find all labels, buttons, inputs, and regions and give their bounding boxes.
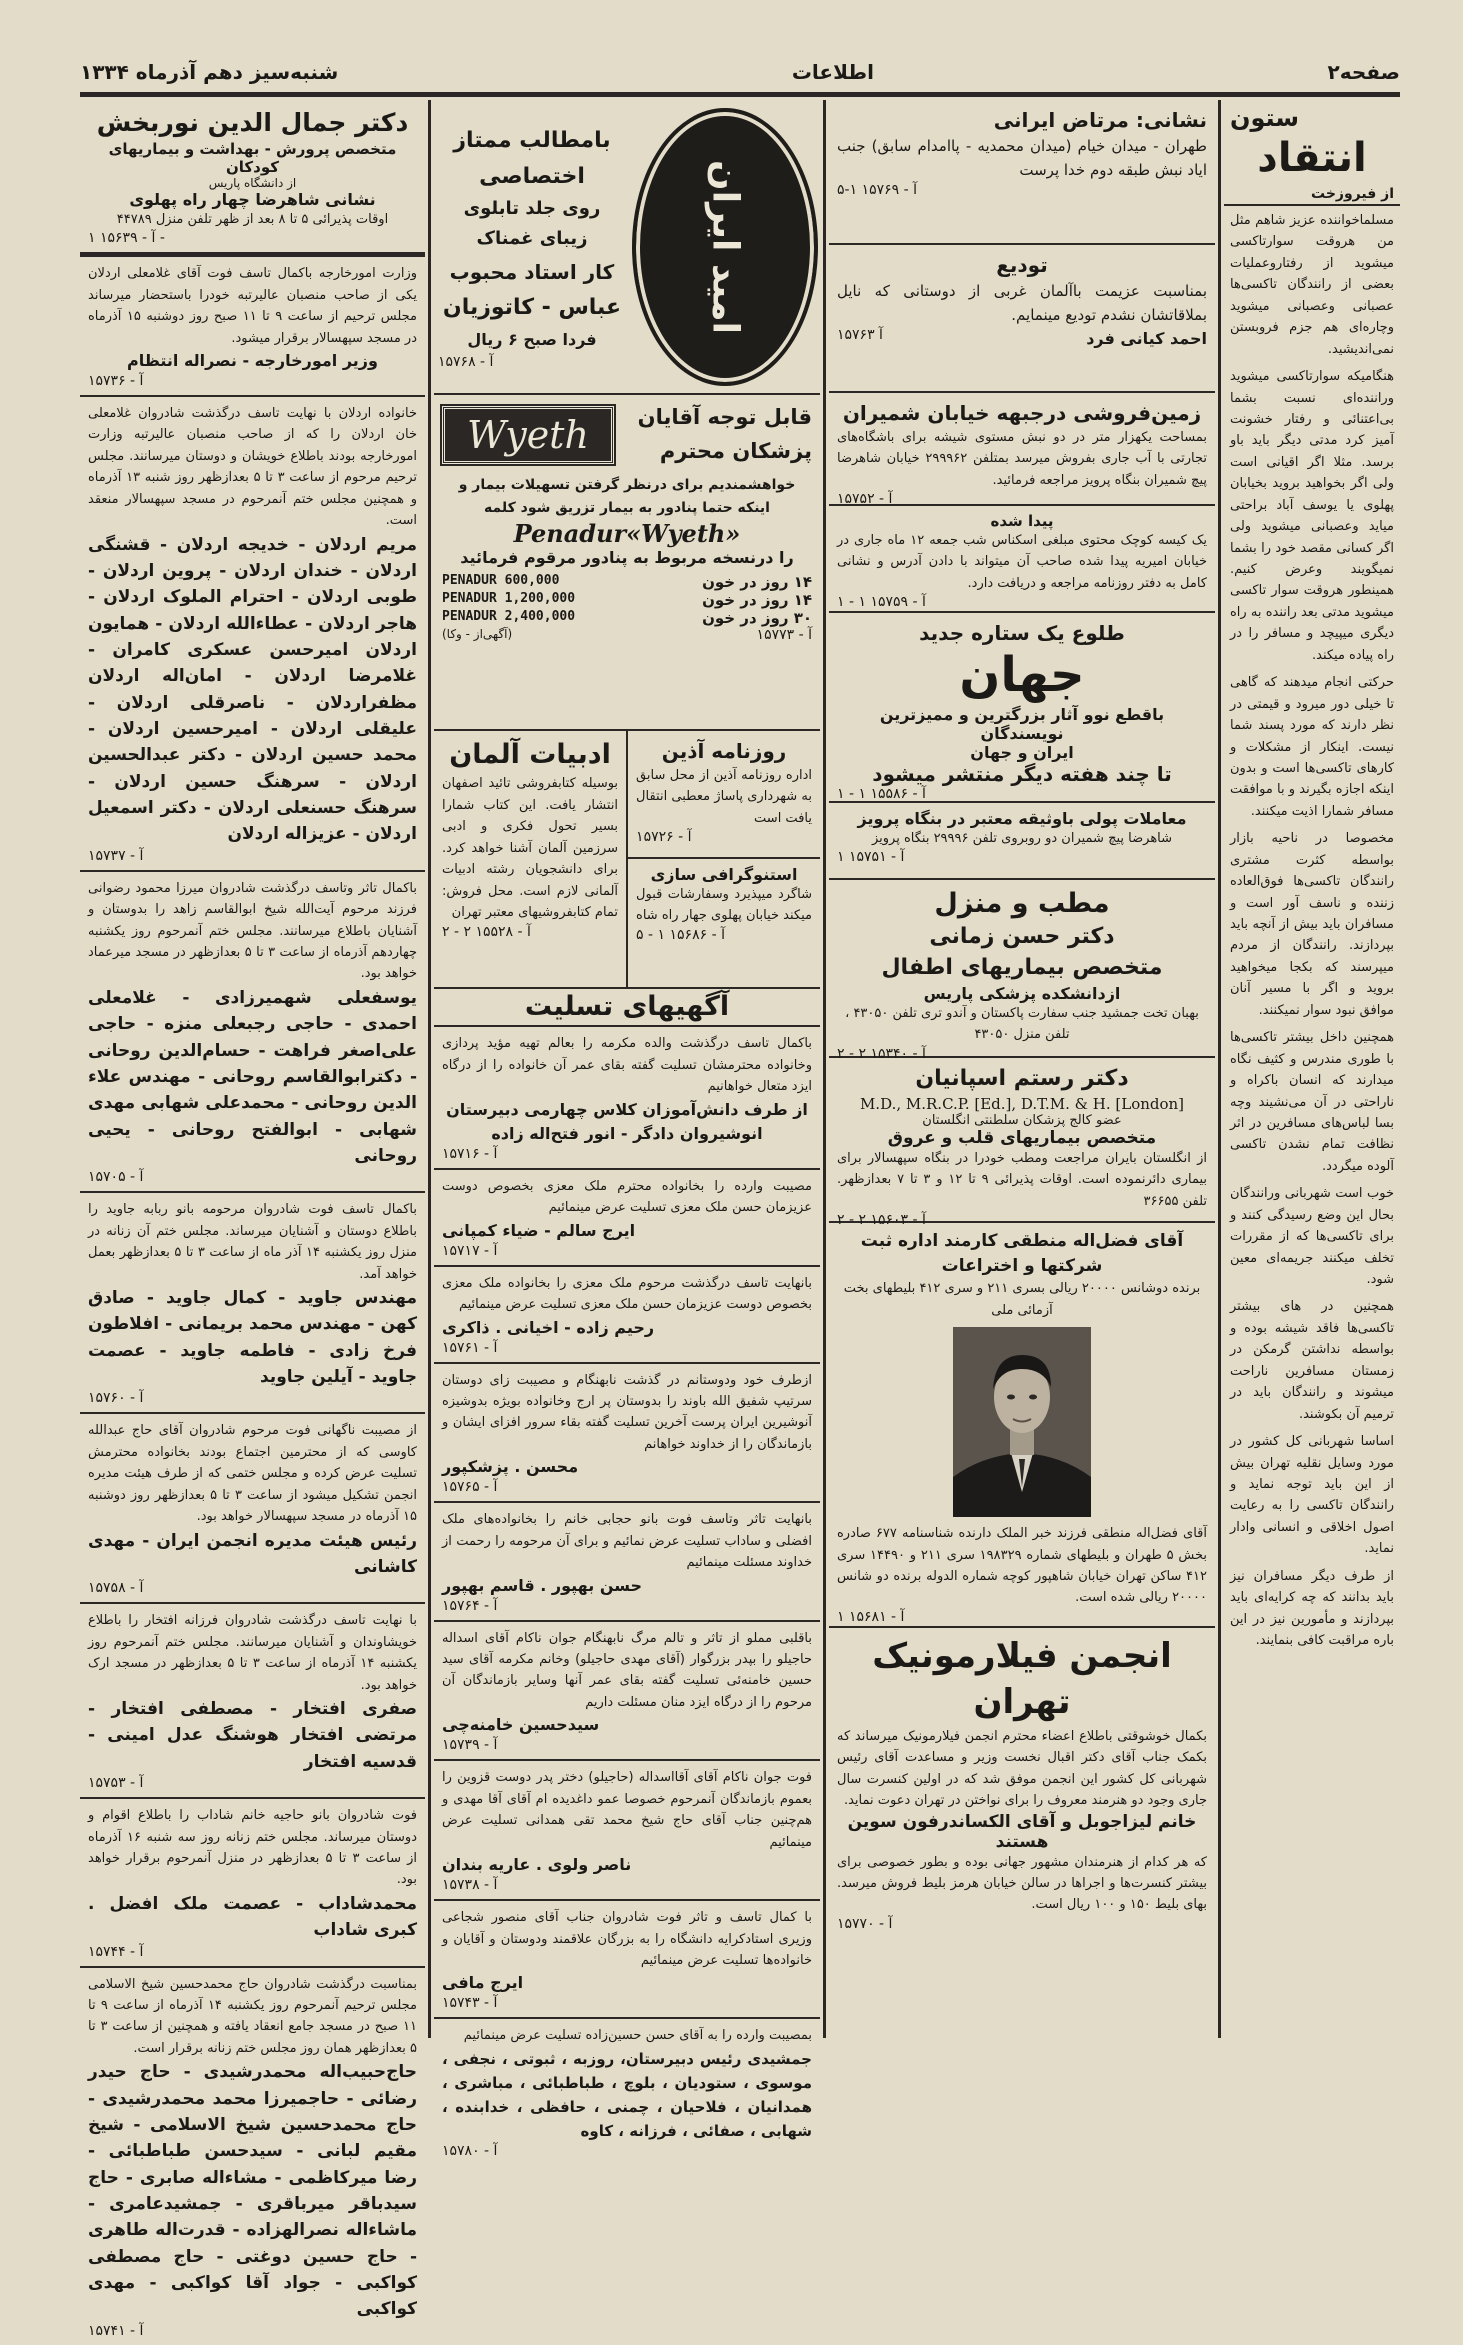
ad-code: آ - ۱۵۷۷۰	[837, 1915, 893, 1932]
critique-paragraph: مخصوصا در ناحیه بازار بواسطه کثرت مشتری رانندگان تاکسی‌ها فوق‌العاده زننده و ناسف آور است و مسافران باید بیش از آنچه باید بپردازند. رانندگان از مردم میپرسند که بکجا میخواهید بروید و اگر با مسیر آنان موافق نبود سوار نمیکنند.	[1230, 831, 1394, 1018]
notice-body: از مصیبت ناگهانی فوت مرحوم شادروان آقای حاج عبدالله کاوسی که از محترمین اجتماع بودند بخانواده محترمش تسلیت عرض کرده و مجلس ختمی که از طرف هیئت مدیره انجمن تشکیل میشود از ساعت ۳ تا ۵ بعدازظهر روز دوشنبه ۱۵ آذرماه در مسجد سپهسالار خواهد بود.	[88, 1423, 418, 1525]
page-number: صفحه۲	[1327, 60, 1400, 84]
notice-names: یوسفعلی شهمیرزادی - غلامعلی احمدی - حاجی رجبعلی منزه - حاجی علی‌اصغر فراهت - حسام‌الدین روحانی - دکترابوالقاسم روحانی - مهندس علاء الدین روحانی - محمدعلی شهابی مهدی شهابی - ابوالفتح روحانی - یحیی روحانی	[88, 987, 417, 1166]
ad-code: آ - ۱۵۷۵۸	[88, 1580, 144, 1597]
death-notice	[80, 872, 425, 1194]
ad-code: آ - ۱۵۶۸۶ ۱ - ۵	[636, 926, 725, 943]
paper-name: اطلاعات	[791, 60, 874, 84]
star-title: طلوع یک ستاره جدید	[919, 621, 1125, 645]
farewell-ad	[829, 245, 1215, 393]
cardiologist-title: دکتر رستم اسپانیان	[915, 1066, 1129, 1091]
german-literature-ad	[434, 731, 626, 987]
notice-names: مهندس جاوید - کمال جاوید - صادق کهن - مهندس محمد بریمانی - افلاطون فرخ زادی - فاطمه جاوید - عصمت جاوید - آیلین جاوید	[88, 1288, 417, 1388]
condolence-notice	[434, 1503, 820, 1621]
cardiologist-degrees: M.D., M.R.C.P. [Ed.], D.T.M. & H. [London]	[859, 1094, 1185, 1113]
notice-names: حاج‌حبیب‌اله محمدرشیدی - حاج حیدر رضائی - حاجمیرزا محمد محمدرشیدی - حاج محمدحسین شیخ الاسلامی - شیخ مقیم لبانی - سیدحسن طباطبائی - رضا میرکاظمی - مشاءاله صابری - حاج سیدباقر میرباقری - جمشیدعامری - ماشاءاله نصرالهزاده - قدرت‌اله طاهری - حاج حسین دوغتی - حاج مصطفی کواکبی - جواد آقا کواکبی - مهدی کواکبی	[88, 2062, 417, 2320]
condolence-notice	[434, 1027, 820, 1169]
lottery-winner-ad	[829, 1223, 1215, 1628]
ad-code: آ - ۱۵۷۳۶	[88, 372, 144, 389]
condolence-notice	[434, 1901, 820, 2019]
notice-names: ایرج مافی	[442, 1973, 524, 1993]
clinic-specialty: متخصص بیماریهای اطفال	[881, 955, 1163, 981]
carpet-ad	[829, 100, 1215, 245]
ad-code: آ - ۱۵۷۶۴	[442, 1597, 498, 1614]
masthead-rule	[80, 92, 1400, 97]
stenography-body: شاگرد میپذیرد وسفارشات قبول میکند خیابان پهلوی جهار راه شاه	[636, 887, 812, 924]
critique-paragraph: همچنین داخل بیشتر تاکسی‌ها با طوری مندرس و کثیف نگاه میدارند که انسان باکراه و ناراحتی در آن می‌نشیند وچه بسا لباس‌های مسافرین در اثر نظافت تمام نشدن تاکسی آلوده میگردد.	[1230, 1030, 1394, 1174]
notice-names: سیدحسین خامنه‌چی	[442, 1715, 600, 1735]
lottery-title: آقای فضل‌اله منطقی کارمند اداره ثبت شرکتها و اختراعات	[860, 1231, 1184, 1276]
critique-paragraph: اساسا شهربانی کل کشور در مورد وسایل نقلیه تهران بیش از این باید توجه نماید و رانندگان تاکسی را به رعایت اصول اخلاقی و انسانی وادار نماید.	[1230, 1434, 1394, 1557]
dose-duration: ۳۰ روز در خون	[702, 608, 812, 627]
column-rule	[1218, 100, 1221, 2038]
condolence-notice	[434, 1622, 820, 1762]
notice-body: باکمال تاثر وتاسف درگذشت شادروان میرزا محمود رضوانی فرزند مرحوم آیت‌الله شیخ ابوالقاسم زاهد را بدوستان و آشنایان باطلاع میرسانند. مجلس ختم آنمرحوم روز یکشنبه چهاردهم آذرماه از ساعت ۳ تا ۵ بعدازظهر در مسجد میرعماد خواهد بود.	[88, 880, 417, 982]
star-name: جهان	[959, 647, 1085, 703]
ad-code: آ - ۱۵۷۵۱ ۱	[837, 849, 905, 866]
notice-body: با کمال تاسف و تاثر فوت شادروان جناب آقای منصور شجاعی وزیری استادکرایه دانشگاه را به بزرگان علاقمند ودوستان و آقایان و خانواده‌ها تسلیت عرض مینمائیم	[442, 1910, 812, 1968]
column-3	[434, 100, 820, 2159]
ad-code: آ - ۱۵۷۵۹ ۱ - ۱	[837, 594, 926, 611]
magazine-text	[434, 119, 630, 373]
column-4	[80, 100, 425, 2339]
lottery-body: برنده دوشانس ۲۰۰۰۰ ریالی بسری ۲۱۱ و سری ۴۱۲ بلیطهای بخت آزمائی ملی	[843, 1281, 1201, 1318]
dose-duration: ۱۴ روز در خون	[702, 590, 812, 609]
magazine-line: روی جلد تابلوی زیبای غمناک	[463, 197, 601, 250]
notice-names: ناصر ولوی . عاریه بندان	[442, 1855, 632, 1875]
dose-row	[442, 591, 812, 609]
critique-paragraph: حرکتی انجام میدهند که گاهی تا خیلی دور میرود و قیمتی در نظر دارند که مورد پسند شما نیست. اینکار از مشکلات و کارهای تاکسی‌ها است و بدون اینکه اجازه بگیرند و با موافقت مسافر شمارا اذیت میکنند.	[1230, 675, 1394, 819]
death-notice	[80, 1193, 425, 1414]
ad-code: آ - ۱۵۷۴۴	[88, 1943, 144, 1960]
notice-body: فوت شادروان بانو حاجیه خانم شاداب را باطلاع اقوام و دوستان میرساند. مجلس ختم زنانه روز سه شنبه ۱۶ آذرماه از ساعت ۳ تا ۵ بعدازظهر در منزل آنمرحوم برقرار خواهد بود.	[88, 1808, 418, 1888]
notice-body: فوت جوان ناکام آقای آقااسداله (حاجیلو) دختر پدر دوست قزوین را بعموم بازماندگان آنمرحوم خصوصا عمو داغدیده ام آقای آقا مهدی و هم‌چنین جناب آقای حاج شیخ محمد تقی همدانی تسلیت عرض مینمائیم	[442, 1770, 812, 1850]
notice-names: رئیس هیئت مدیره انجمن ایران - مهدی کاشانی	[88, 1530, 417, 1577]
death-notice	[80, 1968, 425, 2345]
ad-code: آ - ۱۵۷۵۲	[837, 491, 893, 508]
clinic-title: مطب و منزل	[934, 888, 1110, 919]
ad-code: آ - ۱۵۷۶۰	[88, 1390, 144, 1407]
condolence-notice	[434, 1761, 820, 1901]
found-ad	[829, 506, 1215, 613]
ad-code: آ - ۱۵۷۶۵	[442, 1479, 498, 1496]
azin-ad	[628, 731, 820, 859]
critique-paragraph: همچنین در های بیشتر تاکسی‌ها فاقد شیشه بوده و بواسطه نداشتن گرمکن در زمستان مسافرین ناراحت میشوند و رانندگان باید در ترمیم آن بکوشند.	[1230, 1299, 1394, 1422]
star-line: ایران و جهان	[970, 742, 1074, 762]
cardiologist-member: عضو کالج پزشکان سلطنتی انگلستان	[922, 1112, 1122, 1128]
masthead	[80, 52, 1400, 92]
cardiologist-body: از انگلستان بایران مراجعت ومطب خودرا در بنگاه سپهسالار برای بیماری دائرنموده است. اوقات پذیرائی ۹ تا ۱۲ و ۳ تا ۷ بعدازظهر. تلفن ۳۶۶۵۵	[837, 1150, 1208, 1209]
ad-code: آ - ۱۵۷۲۶	[636, 829, 692, 846]
ad-code: آ - ۱۵۶۳۹ ۱ -	[88, 230, 165, 247]
lottery-caption: آقای فضل‌اله منطقی فرزند خبر الملک دارنده شناسنامه ۶۷۷ صادره بخش ۵ طهران و بلیطهای شماره ۱۹۸۳۲۹ سری ۲۱۱ و ۱۴۴۹۰ سری ۴۱۲ ساکن تهران خیابان شاهپور کوچه شماره الدوله برنده دو شانس ۲۰۰۰۰ ریالی شده است.	[837, 1526, 1207, 1606]
clinic-doctor: دکتر حسن زمانی	[929, 924, 1115, 950]
land-sale-ad	[829, 393, 1215, 506]
stenography-ad	[628, 859, 820, 949]
ad-code: آ ۱۵۷۶۳	[837, 327, 883, 343]
dose-product: PENADUR 2,400,000	[442, 608, 576, 624]
notice-names: ایرج سالم - ضیاء کمپانی	[442, 1220, 636, 1240]
ad-code: آ - ۱۵۵۲۸ ۲ - ۲	[442, 923, 531, 940]
ad-code: آ - ۱۵۳۴۰ ۲ - ۲	[837, 1045, 926, 1062]
death-notice	[80, 1604, 425, 1799]
death-notice	[80, 257, 425, 397]
ad-code: آ - ۱۵۷۳۹	[442, 1737, 498, 1754]
notice-names: محمدشاداب - عصمت ملک افضل . کبری شاداب	[88, 1893, 417, 1941]
philharmonic-title: انجمن فیلارمونیک تهران	[872, 1636, 1172, 1722]
philharmonic-body: که هر کدام از هنرمندان مشهور جهانی بوده و بطور خصوصی برای بیشتر کنسرت‌ها و اجراها در سالن خیابان هرمز بلیط فروش میرسد. بهای بلیط ۱۵۰ و ۱۰۰ ریال است.	[837, 1854, 1207, 1913]
carpet-body: طهران - میدان خیام (میدان محمدیه - پاامدام سابق) جنب ایاد نبش طبقه دوم خدا پرست	[837, 137, 1207, 179]
farewell-title: تودیع	[996, 253, 1048, 277]
ad-code: آ - ۱۵۷۰۵	[88, 1169, 144, 1186]
magazine-line: کار استاد محبوب	[449, 259, 615, 284]
portrait-photo	[953, 1327, 1091, 1517]
ad-code: آ - ۱۵۷۱۷	[442, 1242, 498, 1259]
dose-duration: ۱۴ روز در خون	[702, 572, 812, 591]
star-line: باقطع نوو آثار بزرگترین و ممیزترین نویسندگان	[879, 704, 1165, 743]
magazine-line: فردا صبح ۶ ریال	[467, 330, 597, 350]
ad-code: آ - ۱۵۷۴۱	[88, 2322, 144, 2339]
wyeth-body: خواهشمندیم برای درنظر گرفتن تسهیلات بیمار و اینکه حتما پنادور به بیمار تزریق شود کلمه	[458, 477, 796, 516]
critique-paragraph: هنگامیکه سوارتاکسی میشوید وراننده‌ای نسبت بشما بی‌اعتنائی و رفتار خشونت آمیز کرد مدتی دیگر باید باو برسد. مثلا اگر اقیانی است ولی اگر بخواهید بروید بخیابان پهلوی یا یوسف آباد براحتی میاید وعصبانی میشوید ولی اگر کسانی مقصد خود را بشما نمیگویند وعرض کنیم. همینطور هروقت سوار تاکسی میشوید مدتی بعد راننده به راه دیگری میپیچد و مسافر را در راه پیاده میکند.	[1230, 369, 1394, 663]
death-notice	[80, 397, 425, 872]
clinic-body: بهبان تخت جمشید جنب سفارت پاکستان و آندو تری تلفن ۴۳۰۵۰ ، تلفن منزل ۴۳۰۵۰	[845, 1006, 1199, 1043]
notice-names: صفری افتخار - مصطفی افتخار - مرتضی افتخار هوشنگ عدل امینی - قدسیه افتخار	[88, 1699, 417, 1772]
omid-iran-ad	[434, 100, 820, 395]
pediatrician-ad	[80, 100, 425, 257]
german-title: ادبیات آلمان	[449, 739, 611, 770]
notice-names: از طرف دانش‌آموزان کلاس چهارمی دبیرستان انوشیروان دادگر - انور فتح‌اله زاده	[446, 1099, 808, 1143]
notice-body: با نهایت تاسف درگذشت شادروان فرزانه افتخار را باطلاع خویشاوندان و آشنایان میرسانند. مجلس ختم آنمرحوم روز یکشنبه ۱۴ آذرماه از ساعت ۳ تا ۵ بعدازظهر در مسجد ارک خواهد بود.	[88, 1613, 418, 1693]
found-body: یک کیسه کوچک محتوی مبلغی اسکناس شب جمعه ۱۲ ماه جاری در خیابان امیریه پیدا شده صاحب آن میتواند با دادن آدرس و نشانی کامل به دفتر روزنامه مراجعه و دریافت دارد.	[837, 533, 1207, 591]
column-rule	[823, 100, 826, 2038]
death-notice	[80, 1414, 425, 1604]
ad-code: آ - ۱۵۷۴۳	[442, 1995, 498, 2012]
ads-row	[434, 731, 820, 989]
ad-code: آ - ۱۵۷۸۰	[442, 2142, 498, 2159]
loans-title: معاملات پولی باوثیقه معتبر در بنگاه پرویز	[857, 809, 1187, 828]
farewell-body: بمناسبت عزیمت باآلمان غربی از دوستانی که نایل بملاقاتشان نشدم تودیع مینمایم.	[837, 282, 1207, 324]
issue-date: شنبه‌سیز دهم آذرماه ۱۳۳۴	[80, 60, 339, 84]
star-line: تا چند هفته دیگر منتشر میشود	[872, 761, 1172, 786]
condolences-section	[434, 989, 820, 2165]
loans-body: شاهرضا پیچ شمیران دو روبروی تلفن ۲۹۹۹۶ بنگاه پرویز	[871, 831, 1173, 846]
found-title: پیدا شده	[990, 512, 1054, 530]
ad-code: آ - ۱۵۷۳۸	[442, 1877, 498, 1894]
dose-row	[442, 573, 812, 591]
loans-ad	[829, 803, 1215, 880]
logo-text: امید ایران	[704, 159, 746, 334]
wyeth-ad	[434, 395, 820, 731]
cardiologist-specialty: متخصص بیماریهای قلب و عروق	[887, 1127, 1157, 1148]
wyeth-product: Penadur«Wyeth»	[513, 518, 741, 548]
condolence-notice	[434, 1170, 820, 1267]
critique-paragraph: خوب است شهربانی ورانندگان بحال این وضع رسیدگی کنند و برای تاکسی‌ها که از مقررات تخلف میکنند جریمه‌ای معین شود.	[1230, 1186, 1394, 1287]
notice-body: بانهایت تاسف درگذشت مرحوم ملک معزی را بخانواده ملک معزی بخصوص دوست عزیزمان حسن ملک معزی تسلیت عرض مینمائیم	[442, 1275, 812, 1313]
notice-body: باقلبی مملو از تاثر و تالم مرگ نابهنگام جوان ناکام آقای اسداله حاجیلو را بپدر بزرگوار (آقای مهدی حاجیلو) وخانم مکرمه آقای سید حسین خامنه‌ئی تسلیت گفته بقای عمر آنها وسایر بازماندگان آن مرحوم را از درگاه ایزد منان مسئلت داریم	[442, 1630, 812, 1710]
pediatrician-title: دکتر جمال الدین نوربخش	[96, 108, 409, 137]
ad-code: آ - ۱۵۷۷۳	[756, 626, 812, 643]
ad-code: آ - ۱۵۷۶۸	[438, 353, 494, 370]
condolence-notice	[434, 1364, 820, 1504]
philharmonic-ad	[829, 1628, 1215, 1938]
condolence-notice	[434, 1267, 820, 1364]
notice-names: مریم اردلان - خدیجه اردلان - قشنگی اردلان - خندان اردلان - پروین اردلان - طوبی اردلان - احترام الملوک اردلان - هاجر اردلان - عطاءالله اردلان - همایون اردلان امیرحسن عسکری کامران - غلامرضا اردلان - امان‌اله اردلان مظفراردلان - ناصرقلی اردلان - علیقلی اردلان - امیرحسین اردلان - محمد حسین اردلان - دکتر عبدالحسین اردلان - سرهنگ حسین اردلان - سرهنگ حسنعلی اردلان - دکتر اسمعیل اردلان - عزیزاله اردلان	[88, 534, 417, 845]
ad-code: آ - ۱۵۷۵۳	[88, 1775, 144, 1792]
azin-body: اداره روزنامه آذین از محل سابق به شهرداری پاساژ معطبی انتقال یافت است	[636, 768, 812, 826]
pediatrician-specialty: متخصص پرورش - بهداشت و بیماریهای کودکان	[108, 139, 397, 176]
notice-body: خانواده اردلان با نهایت تاسف درگذشت شادروان غلامعلی خان اردلان را که از صاحب منصبان عالیرتبه وزارت امورخارجه بودند باطلاع خویشان و دوستان میرسانند. مجلس ترحیم مرحوم از ساعت ۳ تا ۵ بعدازظهر روز شنبه ۱۳ آذرماه و همچنین مجلس ختم آنمرحوم در مسجد سپهسالار منعقد است.	[88, 405, 418, 529]
notice-body: ازطرف خود ودوستانم در گذشت نابهنگام و مصیبت زای دوستان سرتیپ شفیق الله باوند را بدوستان پر ارج وخانواده بویژه بدوشیزه آنوشیرین ایران پرست آخرین تسلیت گفته بقاء سرور افزای ایشان و بازماندگان را از خداوند خواهانم	[442, 1372, 812, 1452]
stenography-title: استنوگرافی سازی	[650, 865, 798, 884]
critique-column	[1224, 100, 1400, 2038]
magazine-title: بامطالب ممتاز اختصاصی	[453, 128, 611, 189]
critique-paragraph: مسلماخواننده عزیز شاهم مثل من هروقت سوارتاکسی میشوید از رفتاروعملیات بعضی از رانندگان تاکسی‌ها عصبانی وعصبانی میشوید وچاره‌ای هم جزم فروبستن نمی‌اندیشید.	[1230, 213, 1394, 357]
notice-body: باکمال تاسف درگذشت والده مکرمه را بعالم تهیه مؤید پردازی وخانواده محترمشان تسلیت گفته بقای عمر آن خانواده را از درگاه ایزد متعال خواهانیم	[442, 1036, 812, 1095]
ad-code: آ - ۱۵۷۳۷	[88, 847, 144, 864]
magazine-line: عباس - کاتوزیان	[442, 294, 622, 320]
land-title: زمین‌فروشی درجبهه خیابان شمیران	[842, 401, 1202, 425]
ad-code: آ - ۱۵۵۸۶ ۱ - ۱	[837, 785, 926, 802]
notice-body: مصیبت وارده را بخانواده محترم ملک معزی بخصوص دوست عزیزمان حسن ملک معزی تسلیت عرض مینمائیم	[442, 1178, 812, 1216]
philharmonic-artists: خانم لیزاجوبل و آقای الکساندرفون سوین هستند	[847, 1811, 1197, 1852]
notice-names: حسن بهپور . قاسم بهپور	[442, 1575, 643, 1595]
azin-title: روزنامه آذین	[661, 739, 787, 763]
column-2	[829, 100, 1215, 2038]
wyeth-agent: (آگهی‌از - وکا)	[442, 626, 513, 641]
notice-body: بمناسبت درگذشت شادروان حاج محمدحسین شیخ الاسلامی مجلس ترحیم آنمرحوم روز یکشنبه ۱۴ آذرماه از ساعت ۹ تا ۱۱ صبح در مسجد جامع انعقاد یافته و همچنین از ساعت ۳ تا ۵ بعدازظهر همان روز مجلس ختم زنانه برقرار است.	[88, 1976, 417, 2056]
dose-row	[442, 609, 812, 627]
critique-title: انتقاد	[1257, 135, 1367, 181]
new-star-ad	[829, 613, 1215, 803]
wyeth-title: پزشکان محترم	[659, 438, 812, 463]
philharmonic-body: بکمال خوشوقتی باطلاع اعضاء محترم انجمن فیلارمونیک میرساند که بکمک جناب آقای دکتر اقبال نخست وزیر و مساعدت آقای رئیس شهربانی کل کشور این انجمن موفق شد که در اولین کنسرت سال جاری وجود دو هنرمند معروف را برای نواختن در تهران دعوت نماید.	[837, 1728, 1207, 1809]
condolence-notice	[434, 2019, 820, 2164]
condolences-title: آگهیهای تسلیت	[434, 989, 820, 1027]
ads-subcolumn	[626, 731, 820, 987]
dose-product: PENADUR 600,000	[442, 572, 560, 588]
critique-body	[1224, 206, 1400, 1661]
notice-body: وزارت امورخارجه باکمال تاسف فوت آقای غلامعلی اردلان یکی از صاحب منصبان عالیرتبه خودرا باستحضار میرساند مجلس ترحیم از ساعت ۹ تا ۱۱ صبح روز دوشنبه ۱۵ آذرماه در مسجد سپهسالار برقرار میشود.	[88, 266, 417, 346]
notice-names: رحیم زاده - اخیانی . ذاکری	[442, 1317, 655, 1337]
wyeth-title: قابل توجه آقایان	[637, 405, 812, 429]
farewell-signature: احمد کیانی فرد	[1086, 329, 1207, 348]
ad-code: آ - ۱۵۷۶۹ ۱-۵	[837, 182, 918, 198]
pediatrician-address: نشانی شاهرضا چهار راه پهلوی	[129, 189, 376, 209]
notice-body: باکمال تاسف فوت شادروان مرحومه بانو ربابه جاوید را باطلاع دوستان و آشنایان میرساند. مجلس ختم آن زنانه در منزل روز یکشنبه ۱۴ آذر ماه از ساعت ۳ تا ۵ بعدازظهر بعمل خواهد آمد.	[88, 1202, 417, 1282]
cardiologist-ad	[829, 1058, 1215, 1229]
wyeth-sub: را درنسخه مربوط به پنادور مرقوم فرمائید	[460, 547, 794, 567]
death-notice	[80, 1799, 425, 1967]
pediatrician-school: از دانشگاه پاریس	[208, 175, 297, 190]
clinic-school: ازدانشکده پزشکی پاریس	[923, 984, 1121, 1004]
ad-code: آ - ۱۵۶۸۱ ۱	[837, 1608, 905, 1625]
notice-names: محسن . پزشکپور	[442, 1457, 579, 1477]
clinic-ad	[829, 880, 1215, 1062]
notice-body: بمصیبت وارده را به آقای حسن حسین‌زاده تسلیت عرض مینمائیم	[463, 2028, 812, 2044]
notice-names: وزیر امورخارجه - نصراله انتظام	[127, 350, 378, 370]
carpet-title: نشانی: مرتاض ایرانی	[993, 108, 1207, 132]
german-body: بوسیله کتابفروشی تائید اصفهان انتشار یافت. این کتاب شمارا بسیر تحول فکری و ادبی سرزمین آلمان آشنا خواهد کرد. برای دانشجویان رشته ادبیات آلمانی لازم است. محل فروش: تمام کتابفروشیهای معتبر تهران	[442, 776, 619, 921]
dose-list	[442, 573, 812, 627]
ad-code: آ - ۱۵۷۱۶	[442, 1145, 498, 1162]
dose-product: PENADUR 1,200,000	[442, 590, 576, 606]
column-rule	[428, 100, 431, 2038]
omid-iran-logo	[630, 106, 820, 388]
critique-paragraph: از طرف دیگر مسافران نیز باید بدانند که چه کرایه‌ای باید بپردازند و مأمورین نیز در این باره مراقبت کافی بنمایند.	[1230, 1568, 1394, 1648]
notice-names: جمشیدی رئیس دبیرستان، روزبه ، ثبوتی ، نجفی ، موسوی ، ستودیان ، بلوچ ، طباطبائی ، مباشری ، همدانیان ، فلاحیان ، چمنی ، حافظی ، خدابنده ، شهابی ، صفائی ، فرزانه ، کاوه	[442, 2049, 812, 2140]
notice-body: بانهایت تاثر وتاسف فوت بانو حجابی خانم را بخانواده‌های ملک افضلی و ساداب تسلیت عرض نمائیم و برای آن مرحومه را رحمت از خداوند مسئلت مینمائیم	[442, 1512, 812, 1571]
land-body: بمساحت یکهزار متر در دو نبش مستوی شیشه برای باشگاه‌های تجارتی با آب جاری بفروش میرسد بمتلفن ۲۹۹۹۶۲ خیابان شاهرضا پیچ شمیران بنگاه پرویز مراجعه فرمائید.	[837, 430, 1207, 488]
critique-author: از فیروزخت	[1224, 184, 1400, 206]
pediatrician-hours: اوقات پذیرائی ۵ تا ۸ بعد از ظهر تلفن منزل ۴۴۷۸۹	[116, 211, 389, 227]
ad-code: آ - ۱۵۷۶۱	[442, 1339, 498, 1356]
ad-code: آ - ۱۵۶۰۳ ۲ - ۲	[837, 1212, 926, 1229]
wyeth-logo: Wyeth	[442, 406, 614, 464]
critique-kicker: ستون	[1230, 104, 1299, 132]
